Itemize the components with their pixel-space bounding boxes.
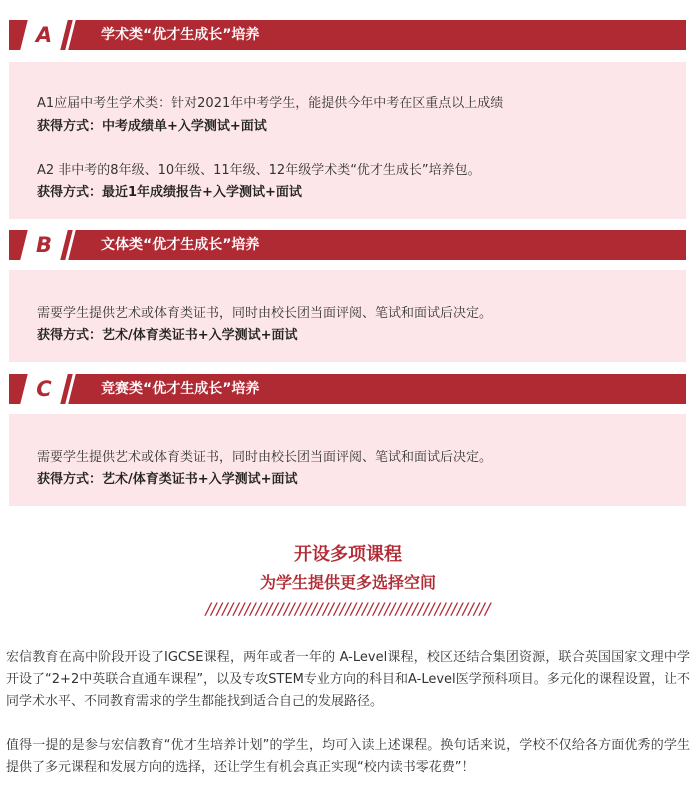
section-a-line-4: 获得方式：最近1年成绩报告+入学测试+面试 [37,185,302,200]
courses-paragraph-1: 宏信教育在高中阶段开设了IGCSE课程，两年或者一年的 A-Level课程，校区还结合集团资源，联合英国国家文理中学开设了“2+2中英联合直通车课程”，以及专攻STEM专业方向的科目和A-Level医学预科项目。多元化的课程设置，让不同学术水平、不同教育需求的学生都能找到适合自己的发展路径。 [6,650,690,709]
section-a-letter: A [35,23,53,47]
section-b-line-2: 获得方式：艺术/体育类证书+入学测试+面试 [37,328,298,343]
section-b-letter: B [35,233,52,257]
courses-heading: 开设多项课程 [294,544,402,565]
section-b-title: 文体类“优才生成长”培养 [101,237,260,253]
section-b-card [9,270,686,362]
slash-divider: /////////////////////////////////////////////////// [205,599,491,618]
section-a-title: 学术类“优才生成长”培养 [101,27,260,43]
section-a-card [9,62,686,219]
section-b-line-1: 需要学生提供艺术或体育类证书，同时由校长团当面评阅、笔试和面试后决定。 [37,306,493,321]
section-c-banner [9,374,686,404]
courses-subheading: 为学生提供更多选择空间 [259,573,436,592]
section-c-card [9,414,686,506]
section-c-line-2: 获得方式：艺术/体育类证书+入学测试+面试 [37,472,298,487]
courses-paragraph-2: 值得一提的是参与宏信教育“优才生培养计划”的学生，均可入读上述课程。换句话来说，学校不仅给各方面优秀的学生提供了多元课程和发展方向的选择，还让学生有机会真正实现“校内读书零花费”！ [6,738,690,775]
section-a-line-1: A1应届中考生学术类：针对2021年中考学生，能提供今年中考在区重点以上成绩 [37,96,504,111]
section-c-line-1: 需要学生提供艺术或体育类证书，同时由校长团当面评阅、笔试和面试后决定。 [37,450,493,465]
section-a-line-3: A2 非中考的8年级、10年级、11年级、12年级学术类“优才生成长”培养包。 [37,163,481,178]
section-a-line-2: 获得方式：中考成绩单+入学测试+面试 [37,119,267,134]
section-c-title: 竞赛类“优才生成长”培养 [101,381,260,397]
section-c-letter: C [36,377,52,401]
section-a-banner [9,20,686,50]
section-b-banner [9,230,686,260]
